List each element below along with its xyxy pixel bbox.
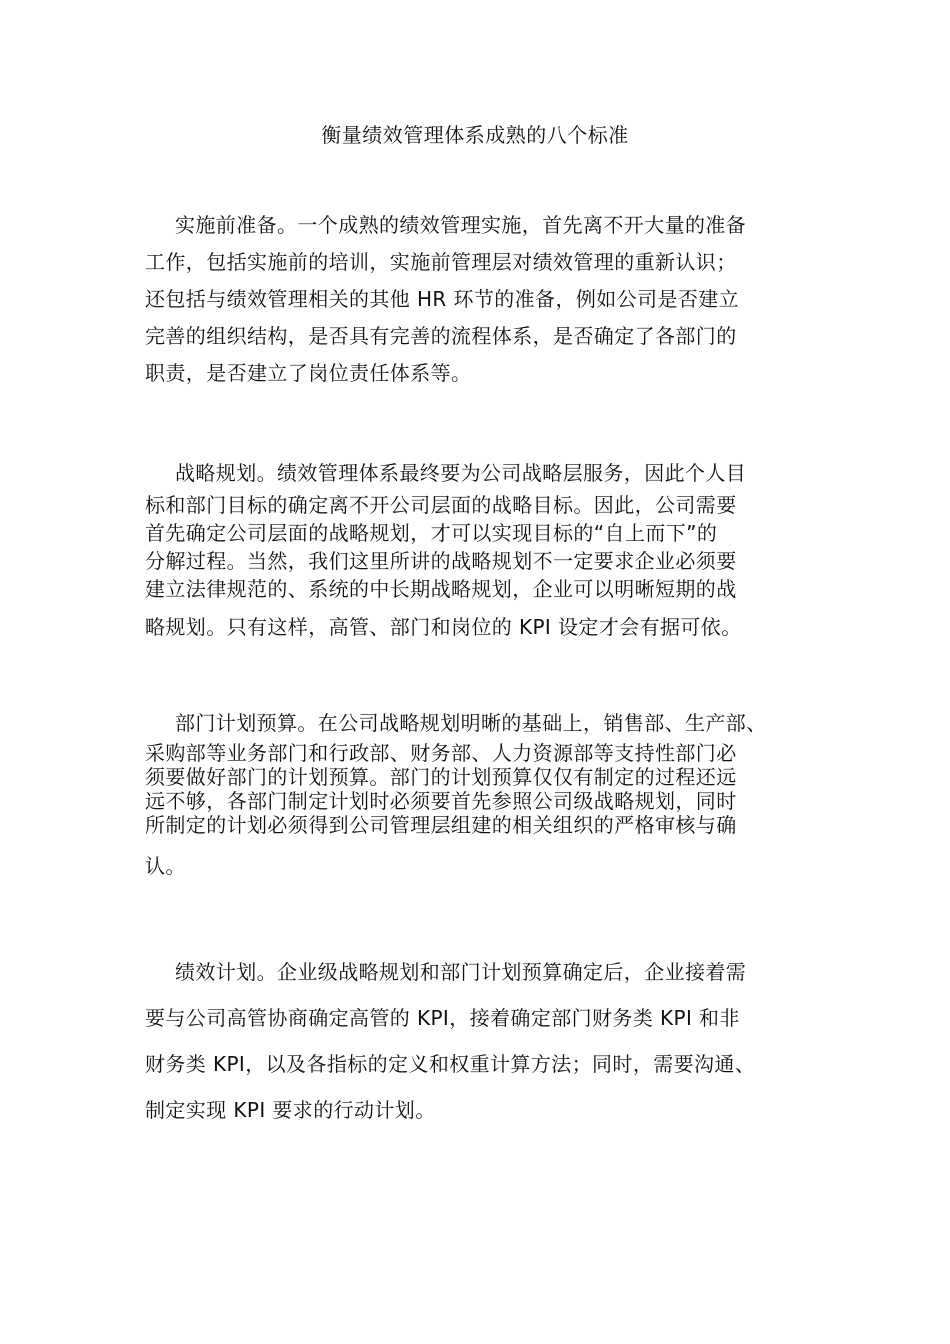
paragraph-line: 远不够，各部门制定计划时必须要首先参照公司级战略规划，同时 — [145, 789, 737, 813]
paragraph-line: 财务类 KPI，以及各指标的定义和权重计算方法；同时，需要沟通、 — [145, 1052, 756, 1076]
paragraph-line: 所制定的计划必须得到公司管理层组建的相关组织的严格审核与确 — [145, 813, 737, 837]
paragraph-line: 战略规划。绩效管理体系最终要为公司战略层服务，因此个人目 — [175, 461, 747, 485]
paragraph-line: 分解过程。当然，我们这里所讲的战略规划不一定要求企业必须要 — [145, 549, 737, 573]
paragraph-line: 绩效计划。企业级战略规划和部门计划预算确定后，企业接着需 — [175, 960, 747, 984]
paragraph-line: 须要做好部门的计划预算。部门的计划预算仅仅有制定的过程还远 — [145, 765, 737, 789]
paragraph-line: 标和部门目标的确定离不开公司层面的战略目标。因此，公司需要 — [145, 493, 737, 517]
paragraph-line: 实施前准备。一个成熟的绩效管理实施，首先离不开大量的准备 — [175, 213, 747, 237]
paragraph-line: 还包括与绩效管理相关的其他 HR 环节的准备，例如公司是否建立 — [145, 287, 740, 311]
paragraph-line: 制定实现 KPI 要求的行动计划。 — [145, 1098, 436, 1122]
paragraph-line: 部门计划预算。在公司战略规划明晰的基础上，销售部、生产部、 — [175, 711, 767, 735]
paragraph-line: 认。 — [145, 854, 186, 878]
paragraph-line: 工作，包括实施前的培训，实施前管理层对绩效管理的重新认识； — [145, 250, 737, 274]
paragraph-line: 要与公司高管协商确定高管的 KPI，接着确定部门财务类 KPI 和非 — [145, 1006, 740, 1030]
paragraph-line: 首先确定公司层面的战略规划，才可以实现目标的“自上而下”的 — [145, 521, 718, 545]
paragraph-line: 略规划。只有这样，高管、部门和岗位的 KPI 设定才会有据可依。 — [145, 615, 742, 639]
paragraph-line: 采购部等业务部门和行政部、财务部、人力资源部等支持性部门必 — [145, 741, 737, 765]
paragraph-line: 完善的组织结构，是否具有完善的流程体系，是否确定了各部门的 — [145, 324, 737, 348]
paragraph-strategy — [145, 456, 810, 643]
paragraph-preparation — [145, 207, 810, 392]
document-title: 衡量绩效管理体系成熟的八个标准 — [321, 123, 629, 147]
paragraph-line: 建立法律规范的、系统的中长期战略规划，企业可以明晰短期的战 — [145, 577, 737, 601]
paragraph-line: 职责，是否建立了岗位责任体系等。 — [145, 361, 472, 385]
paragraph-department-budget — [145, 706, 810, 877]
paragraph-performance-plan — [145, 955, 810, 1139]
